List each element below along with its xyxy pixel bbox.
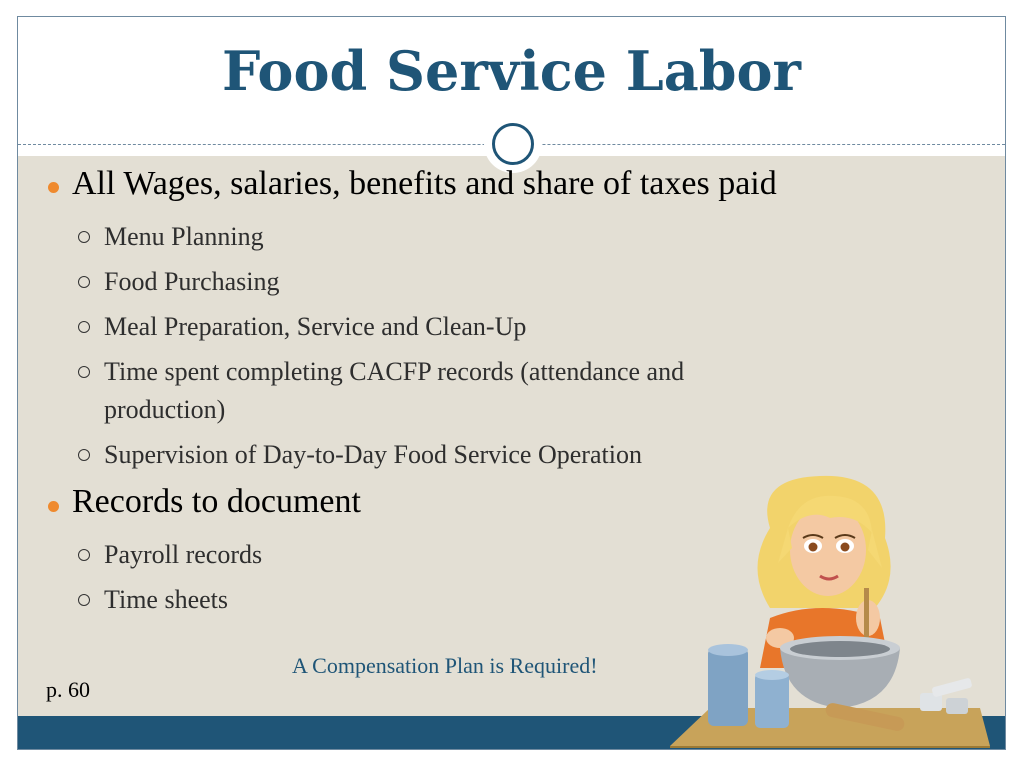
chef-woman-mixing-bowl-icon <box>650 468 990 748</box>
bullet-item: Records to document <box>72 483 361 520</box>
sub-bullet-item: Time spent completing CACFP records (attendance and <box>104 357 685 386</box>
sub-bullet-ring-icon <box>78 366 90 378</box>
sub-bullet-ring-icon <box>78 594 90 606</box>
divider-circle-ring <box>492 123 534 165</box>
sub-bullet-item: Meal Preparation, Service and Clean-Up <box>104 312 527 341</box>
sub-bullet-item: Food Purchasing <box>104 267 280 296</box>
sub-bullet-ring-icon <box>78 449 90 461</box>
sub-bullet-ring-icon <box>78 321 90 333</box>
bullet-item: All Wages, salaries, benefits and share of taxes paid <box>72 165 777 202</box>
sub-bullet-item: Payroll records <box>104 540 263 569</box>
sub-bullet-ring-icon <box>78 549 90 561</box>
sub-bullet-item: Time sheets <box>104 585 228 614</box>
sub-bullet-item: Menu Planning <box>104 222 264 251</box>
sub-bullet-item-continuation: production) <box>104 395 226 424</box>
slide-title: Food Service Labor <box>222 39 801 103</box>
bullet-dot-icon <box>48 182 59 193</box>
sub-bullet-item: Supervision of Day-to-Day Food Service Operation <box>104 440 642 469</box>
sub-bullet-ring-icon <box>78 276 90 288</box>
compensation-note: A Compensation Plan is Required! <box>292 653 598 678</box>
bullet-dot-icon <box>48 501 59 512</box>
sub-bullet-ring-icon <box>78 231 90 243</box>
page-reference: p. 60 <box>46 677 90 702</box>
